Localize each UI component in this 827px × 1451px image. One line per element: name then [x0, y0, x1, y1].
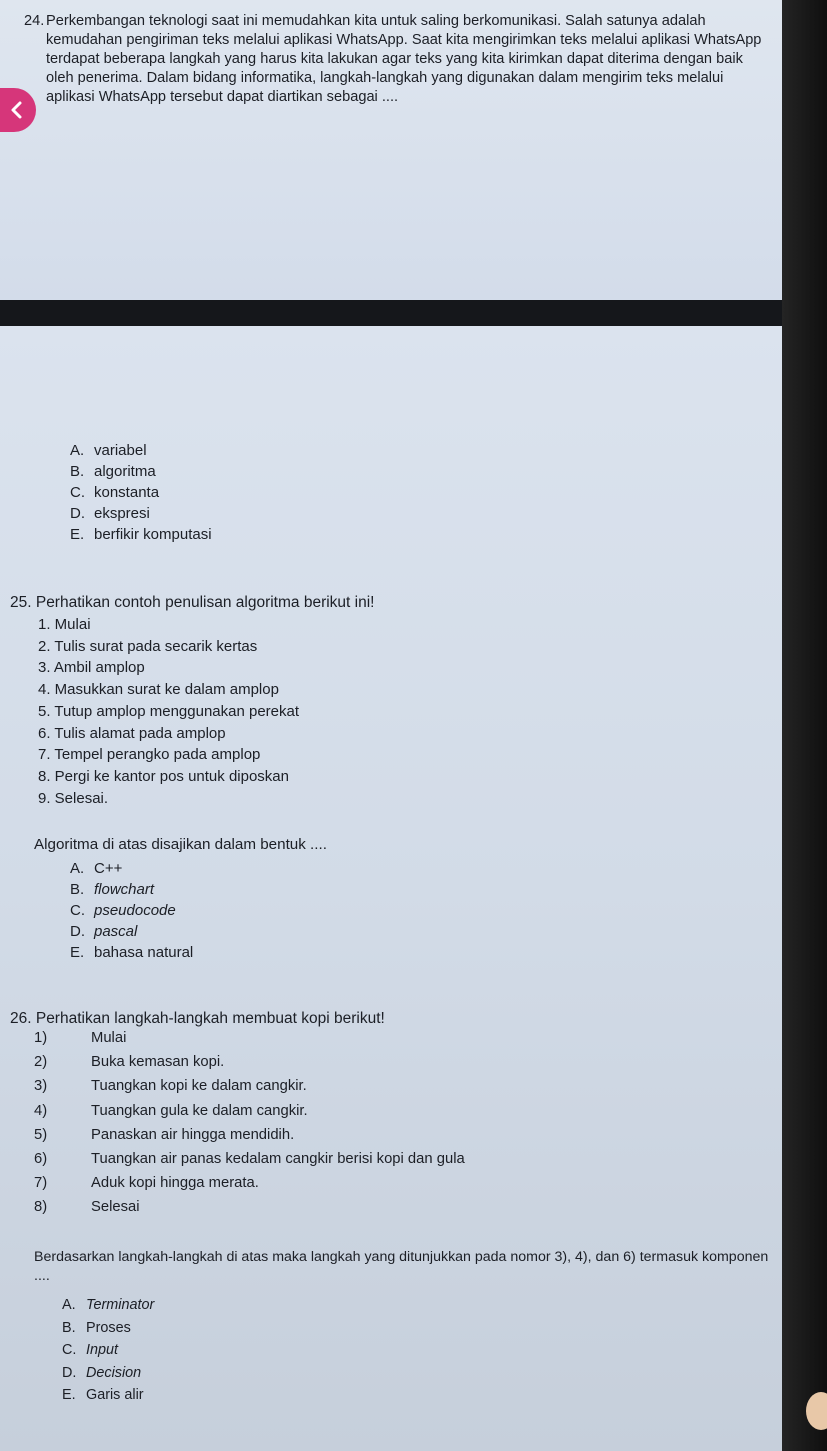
option-a[interactable]: A. Terminator — [62, 1297, 155, 1313]
question-26-steps — [34, 1026, 465, 1220]
question-26-options — [62, 1294, 154, 1407]
option-e[interactable]: E. berfikir komputasi — [70, 526, 212, 543]
question-25-heading: 25. Perhatikan contoh penulisan algoritma berikut ini! — [10, 594, 375, 611]
question-26-heading: 26. Perhatikan langkah-langkah membuat kopi berikut! — [10, 1010, 385, 1027]
list-item: 6) Tuangkan air panas kedalam cangkir berisi kopi dan gula — [34, 1151, 465, 1168]
list-item: 7. Tempel perangko pada amplop — [38, 746, 261, 764]
screen-divider-bar — [0, 300, 782, 326]
list-item: 2. Tulis surat pada secarik kertas — [38, 637, 258, 655]
option-c[interactable]: C. Input — [62, 1342, 119, 1359]
list-item: 1) Mulai — [34, 1030, 127, 1046]
list-item: 3. Ambil amplop — [38, 659, 145, 677]
option-d[interactable]: D. Decision — [62, 1364, 142, 1381]
option-e[interactable]: E. Garis alir — [62, 1387, 144, 1404]
list-item: 8) Selesai — [34, 1199, 140, 1216]
option-d[interactable]: D. ekspresi — [70, 505, 150, 522]
list-item: 4) Tuangkan gula ke dalam cangkir. — [34, 1102, 308, 1119]
question-24 — [24, 12, 774, 107]
list-item: 2) Buka kemasan kopi. — [34, 1054, 225, 1071]
device-edge — [782, 0, 827, 1451]
option-a[interactable]: A. variabel — [70, 442, 147, 459]
list-item: 4. Masukkan surat ke dalam amplop — [38, 681, 279, 699]
question-24-options — [70, 440, 212, 545]
option-c[interactable]: C. konstanta — [70, 484, 160, 501]
question-25-options — [70, 858, 193, 963]
question-number: 24. — [24, 13, 45, 29]
list-item: 5. Tutup amplop menggunakan perekat — [38, 702, 300, 720]
list-item: 9. Selesai. — [38, 789, 109, 807]
list-item: 3) Tuangkan kopi ke dalam cangkir. — [34, 1078, 307, 1095]
question-25-text: Algoritma di atas disajikan dalam bentuk .... — [34, 836, 327, 853]
list-item: 1. Mulai — [38, 616, 91, 633]
option-c[interactable]: C. pseudocode — [70, 902, 176, 919]
option-b[interactable]: B. Proses — [62, 1319, 131, 1336]
list-item: 6. Tulis alamat pada amplop — [38, 724, 226, 742]
option-a[interactable]: A. C++ — [70, 860, 123, 877]
list-item: 7) Aduk kopi hingga merata. — [34, 1175, 259, 1192]
option-b[interactable]: B. algoritma — [70, 463, 156, 480]
question-26-text: Berdasarkan langkah-langkah di atas maka langkah yang ditunjukkan pada nomor 3), 4), dan 6) termasuk komponen .... — [34, 1249, 769, 1284]
list-item: 5) Panaskan air hingga mendidih. — [34, 1126, 295, 1143]
question-text: Perkembangan teknologi saat ini memudahkan kita untuk saling berkomunikasi. Salah satunya adalah kemudahan pengiriman teks melalui aplikasi WhatsApp. Saat kita mengirimkan teks melalui aplikasi WhatsApp terdapat beberapa langkah yang harus kita lakukan agar teks yang kita kirimkan dapat diterima dengan baik oleh penerima. Dalam bidang informatika, langkah-langkah yang digunakan dalam mengirim teks melalui aplikasi WhatsApp tersebut dapat diartikan sebagai .... — [46, 13, 762, 105]
list-item: 8. Pergi ke kantor pos untuk diposkan — [38, 767, 289, 785]
option-b[interactable]: B. flowchart — [70, 881, 155, 898]
option-d[interactable]: D. pascal — [70, 923, 138, 940]
option-e[interactable]: E. bahasa natural — [70, 944, 194, 961]
question-25-steps — [38, 614, 299, 809]
